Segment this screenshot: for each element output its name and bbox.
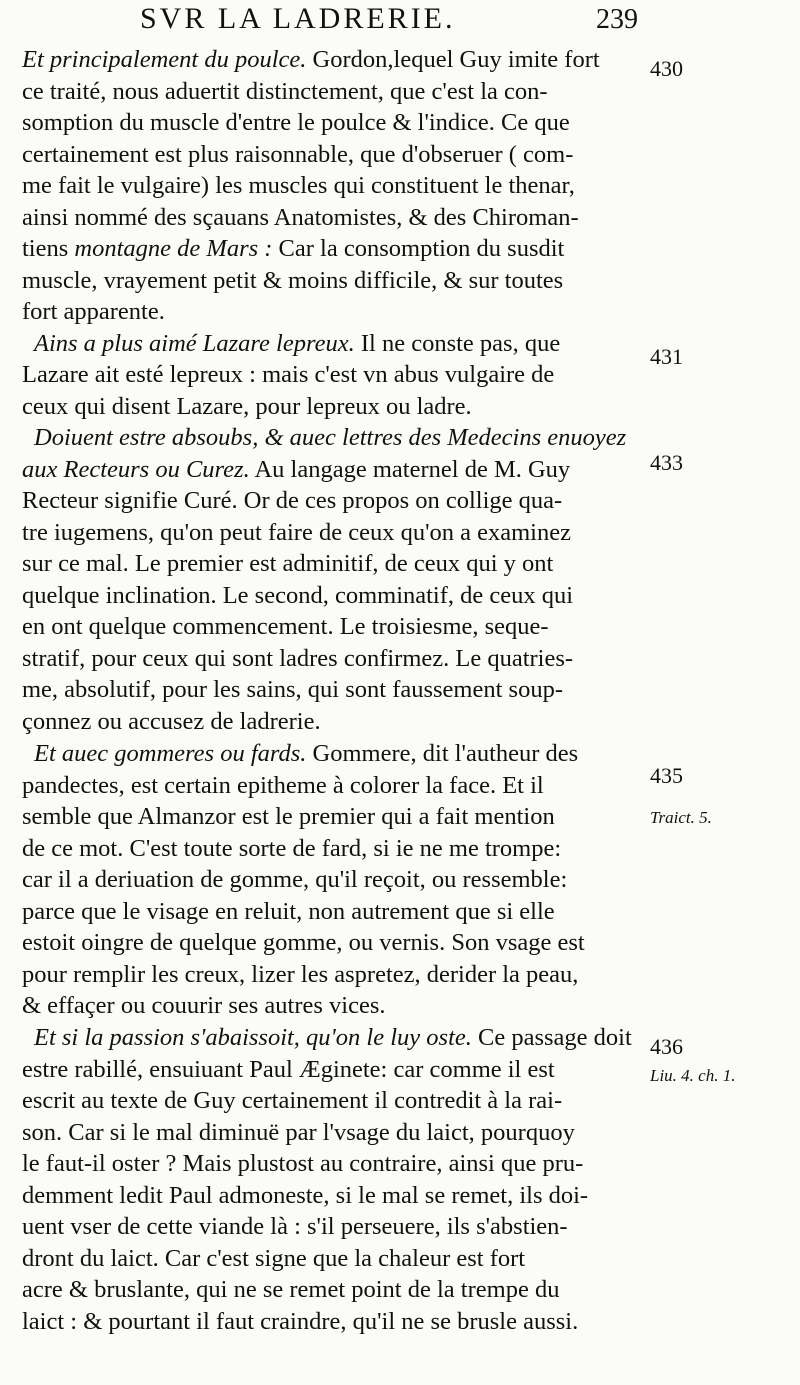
text-line: me, absolutif, pour les sains, qui sont faussement soup- (22, 676, 563, 703)
text-line: Ains a plus aimé Lazare lepreux. Il ne conste pas, que (34, 329, 561, 357)
text-line: sur ce mal. Le premier est adminitif, de ceux qui y ont (22, 550, 554, 577)
lemma: Ains a plus aimé Lazare lepreux. (34, 329, 355, 357)
text-line: quelque inclination. Le second, comminatif, de ceux qui (22, 581, 574, 609)
lemma: Et principalement du poulce. (22, 46, 307, 73)
text-line: estoit oingre de quelque gomme, ou vernis. Son vsage est (22, 929, 585, 956)
margin-note-liu: Liu. 4. ch. 1. (650, 1066, 736, 1085)
text-line: estre rabillé, ensuiuant Paul Æginete: car comme il est (22, 1055, 555, 1083)
text-line: ce traité, nous aduertit distinctement, que c'est la con- (22, 77, 548, 105)
page-header (0, 2, 800, 42)
margin-note-435: 435 (650, 763, 683, 788)
text-line: çonnez ou accusez de ladrerie. (22, 707, 321, 735)
text-line: somption du muscle d'entre le poulce & l'indice. Ce que (22, 109, 570, 136)
text-line: ceux qui disent Lazare, pour lepreux ou ladre. (22, 392, 472, 420)
text-line: tre iugemens, qu'on peut faire de ceux qu'on a examinez (22, 518, 571, 546)
text-line: uent vser de cette viande là : s'il perseuere, ils s'abstien- (22, 1213, 568, 1240)
text-line: escrit au texte de Guy certainement il contredit à la rai- (22, 1087, 563, 1114)
text-line: & effaçer ou couurir ses autres vices. (22, 992, 386, 1019)
text-line: muscle, vrayement petit & moins difficile, & sur toutes (22, 266, 564, 294)
text-line: Et si la passion s'abaissoit, qu'on le luy oste. Ce passage doit (34, 1024, 632, 1051)
text-line: son. Car si le mal diminuë par l'vsage du laict, pourquoy (22, 1118, 575, 1146)
lemma: aux Recteurs ou Curez. (22, 455, 250, 483)
lemma: Et auec gommeres ou fards. (34, 740, 307, 767)
text-line: parce que le visage en reluit, non autrement que si elle (22, 897, 555, 925)
text-line: Lazare ait esté lepreux : mais c'est vn abus vulgaire de (22, 361, 555, 388)
lemma: Et si la passion s'abaissoit, qu'on le luy oste. (34, 1024, 472, 1051)
margin-note-431: 431 (650, 344, 683, 369)
text-line: pour remplir les creux, lizer les aspretez, derider la peau, (22, 960, 579, 988)
text-line: acre & bruslante, qui ne se remet point de la trempe du (22, 1276, 560, 1303)
text-line (34, 422, 626, 454)
lemma: Doiuent estre absoubs, & auec lettres des Medecins enuoyez (34, 424, 627, 451)
margin-note-436: 436 (650, 1034, 683, 1059)
text-line: stratif, pour ceux qui sont ladres confirmez. Le quatries- (22, 644, 574, 672)
text-line: tiens montagne de Mars : Car la consomption du susdit (22, 235, 565, 262)
text-line: laict : & pourtant il faut craindre, qu'il ne se brusle aussi. (22, 1307, 579, 1335)
lemma: montagne de Mars : (74, 235, 273, 262)
text-line: dront du laict. Car c'est signe que la chaleur est fort (22, 1244, 526, 1272)
text-line: semble que Almanzor est le premier qui a fait mention (22, 803, 555, 830)
text-line: Et auec gommeres ou fards. Gommere, dit l'autheur des (34, 740, 579, 767)
text-line: certainement est plus raisonnable, que d'obseruer ( com- (22, 140, 574, 168)
text-line: demment ledit Paul admoneste, si le mal se remet, ils doi- (22, 1181, 589, 1209)
page-number: 239 (596, 4, 638, 35)
margin-note-433: 433 (650, 450, 683, 475)
text-line: en ont quelque commencement. Le troisiesme, seque- (22, 613, 549, 640)
margin-note-traict: Traict. 5. (650, 808, 712, 827)
margin-note-430: 430 (650, 56, 683, 81)
text-line: car il a deriuation de gomme, qu'il reçoit, ou ressemble: (22, 866, 568, 893)
text-line: ainsi nommé des sçauans Anatomistes, & des Chiroman- (22, 203, 579, 231)
text-line: Recteur signifie Curé. Or de ces propos on collige qua- (22, 487, 563, 514)
text-line: pandectes, est certain epitheme à colorer la face. Et il (22, 771, 544, 799)
text-line: me fait le vulgaire) les muscles qui constituent le thenar, (22, 172, 575, 199)
text-line: aux Recteurs ou Curez. Au langage maternel de M. Guy (22, 455, 571, 483)
text-line: Et principalement du poulce. Gordon,lequel Guy imite fort (22, 46, 600, 73)
text-line: fort apparente. (22, 298, 165, 325)
running-title: SVR LA LADRERIE. (140, 2, 456, 35)
text-line: le faut-il oster ? Mais plustost au contraire, ainsi que pru- (22, 1150, 584, 1177)
text-line: de ce mot. C'est toute sorte de fard, si ie ne me trompe: (22, 834, 562, 862)
